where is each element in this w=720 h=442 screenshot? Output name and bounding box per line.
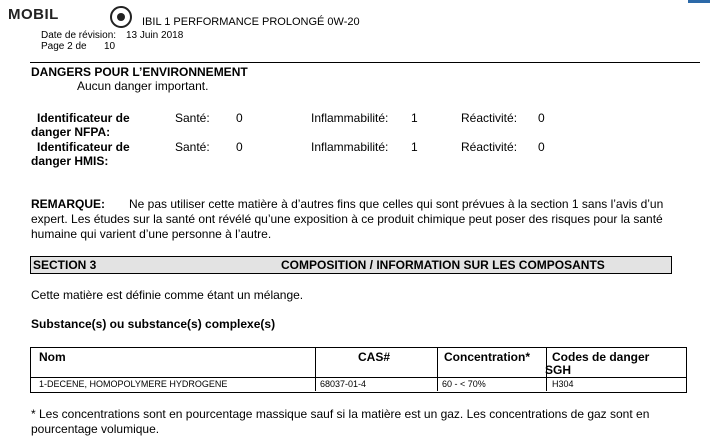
hmis-flammability-label: Inflammabilité: [311,140,389,154]
col-header-name: Nom [39,350,66,364]
page-label: Page 2 de [41,41,87,52]
nfpa-label-line2: danger NFPA: [31,125,111,139]
footnote-line2: pourcentage volumique. [31,422,160,436]
nfpa-health-label: Santé: [175,111,210,125]
section3-number: SECTION 3 [33,258,97,272]
accent-mark [688,0,710,3]
brand-logo: MOBIL [8,6,59,23]
remark-line3: humaine qui varient d’une personne à l’autre. [31,227,272,241]
row-cas: 68037-01-4 [320,379,367,389]
revision-date: 13 Juin 2018 [126,30,184,41]
hmis-label-line1: Identificateur de [37,140,130,154]
environment-text: Aucun danger important. [77,79,209,93]
col-header-concentration: Concentration* [444,350,531,364]
row-name: 1-DECENE, HOMOPOLYMERE HYDROGENE [39,379,228,389]
hmis-flammability-value: 1 [411,140,418,154]
col-header-cas: CAS# [358,350,391,364]
remark-label: REMARQUE: [31,197,105,211]
hmis-reactivity-label: Réactivité: [461,140,518,154]
section3-header [30,256,672,274]
product-name: IBIL 1 PERFORMANCE PROLONGÉ 0W-20 [142,16,360,28]
header-rule [30,62,700,63]
col-header-codes-line2: SGH [545,363,572,377]
section3-title: COMPOSITION / INFORMATION SUR LES COMPOSANTS [281,258,605,272]
nfpa-label-line1: Identificateur de [37,111,130,125]
nfpa-health-value: 0 [236,111,243,125]
nfpa-reactivity-label: Réactivité: [461,111,518,125]
footnote-line1: * Les concentrations sont en pourcentage massique sauf si la matière est un gaz. Les concentrations de gaz sont en [31,407,650,421]
environment-heading: DANGERS POUR L’ENVIRONNEMENT [31,65,248,79]
nfpa-reactivity-value: 0 [538,111,545,125]
hmis-health-value: 0 [236,140,243,154]
nfpa-flammability-label: Inflammabilité: [311,111,389,125]
hmis-reactivity-value: 0 [538,140,545,154]
composition-table [30,347,687,393]
revision-label: Date de révision: [41,30,117,41]
section3-subheading: Substance(s) ou substance(s) complexe(s) [31,317,276,331]
col-header-codes-line1: Codes de danger [552,350,650,364]
hmis-health-label: Santé: [175,140,210,154]
row-codes: H304 [552,379,574,389]
remark-line2: expert. Les études sur la santé ont révélé qu’une exposition à ce produit chimique peut poser des risques pour la santé [31,212,663,226]
nfpa-flammability-value: 1 [411,111,418,125]
row-concentration: 60 - < 70% [442,379,486,389]
page-total: 10 [104,41,116,52]
remark-line1: Ne pas utiliser cette matière à d’autres fins que celles qui sont prévues à la section 1 sans l’avis d’un [129,197,664,211]
section3-intro: Cette matière est définie comme étant un mélange. [31,288,304,302]
hmis-label-line2: danger HMIS: [31,154,109,168]
logo-emblem-icon [108,4,134,30]
